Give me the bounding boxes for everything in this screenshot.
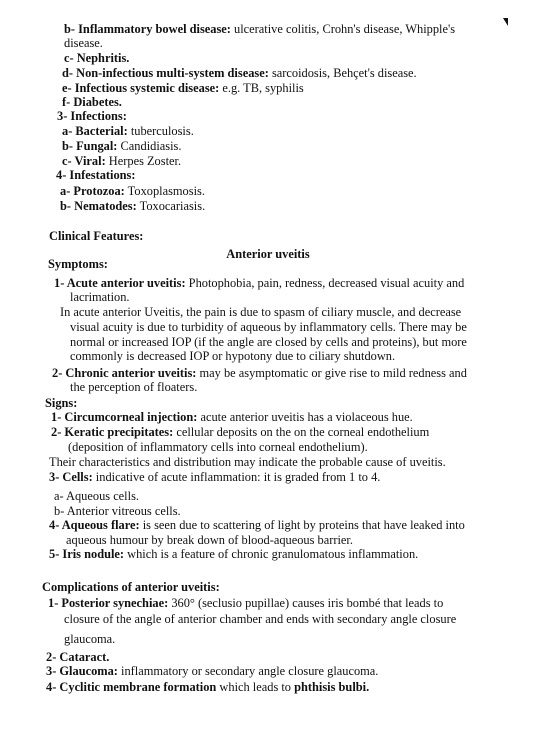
cause-line: d- Non-infectious multi-system disease: sarcoidosis, Behçet's disease. [62, 66, 417, 80]
cause-line: 3- Infections: [57, 109, 127, 123]
complication-line: 2- Cataract. [46, 650, 110, 664]
cause-line: c- Viral: Herpes Zoster. [62, 154, 182, 168]
cause-line: a- Bacterial: tuberculosis. [62, 124, 194, 138]
cause-line: c- Nephritis. [64, 51, 130, 65]
symptom-line: 2- Chronic anterior uveitis: may be asymptomatic or give rise to mild redness and [52, 366, 467, 380]
complication-line: closure of the angle of anterior chamber and ends with secondary angle closure [64, 612, 457, 626]
cause-line: b- Nematodes: Toxocariasis. [60, 199, 206, 213]
sign-line: 5- Iris nodule: which is a feature of chronic granulomatous inflammation. [49, 547, 419, 561]
cause-line: 4- Infestations: [56, 168, 136, 182]
symptom-line: visual acuity is due to turbidity of aqueous by inflammatory cells. There may be [70, 320, 467, 334]
sign-line: 4- Aqueous flare: is seen due to scattering of light by proteins that have leaked into [49, 518, 465, 532]
sign-line: 2- Keratic precipitates: cellular deposits on the on the corneal endothelium [51, 425, 430, 439]
sign-line: (deposition of inflammatory cells into corneal endothelium). [68, 440, 368, 454]
cause-line: e- Infectious systemic disease: e.g. TB, syphilis [62, 81, 304, 95]
complication-line: 3- Glaucoma: inflammatory or secondary angle closure glaucoma. [46, 664, 379, 678]
symptoms-heading: Symptoms: [48, 257, 108, 271]
complication-line: 4- Cyclitic membrane formation which leads to phthisis bulbi. [46, 680, 370, 694]
sign-line: aqueous humour by break down of blood-aqueous barrier. [66, 533, 353, 547]
symptom-line: In acute anterior Uveitis, the pain is due to spasm of ciliary muscle, and decrease [60, 305, 462, 319]
symptom-line: normal or increased IOP (if the angle are closed by cells and proteins), but more [70, 335, 467, 349]
sign-line: Their characteristics and distribution may indicate the probable cause of uveitis. [49, 455, 446, 469]
sign-line: a- Aqueous cells. [54, 489, 139, 503]
cause-line: a- Protozoa: Toxoplasmosis. [60, 184, 205, 198]
section-heading: Clinical Features: [49, 229, 144, 243]
signs-heading: Signs: [45, 396, 78, 410]
symptom-line: 1- Acute anterior uveitis: Photophobia, pain, redness, decreased visual acuity and [54, 276, 465, 290]
symptom-line: lacrimation. [70, 290, 130, 304]
cause-line: disease. [64, 36, 103, 50]
complication-line: glaucoma. [64, 632, 116, 646]
section-subheading: Anterior uveitis [226, 247, 310, 261]
sign-line: 3- Cells: indicative of acute inflammation: it is graded from 1 to 4. [49, 470, 381, 484]
sign-line: 1- Circumcorneal injection: acute anterior uveitis has a violaceous hue. [51, 410, 413, 424]
symptom-line: commonly is decreased IOP or hypotony due to ciliary shutdown. [70, 349, 396, 363]
page-corner-mark [503, 18, 508, 26]
cause-line: b- Fungal: Candidiasis. [62, 139, 182, 153]
cause-line: f- Diabetes. [62, 95, 122, 109]
complication-line: 1- Posterior synechiae: 360° (seclusio pupillae) causes iris bombé that leads to [48, 596, 444, 610]
cause-line: b- Inflammatory bowel disease: ulcerative colitis, Crohn's disease, Whipple's [64, 22, 456, 36]
complications-heading: Complications of anterior uveitis: [42, 580, 220, 594]
sign-line: b- Anterior vitreous cells. [54, 504, 181, 518]
symptom-line: the perception of floaters. [70, 380, 198, 394]
